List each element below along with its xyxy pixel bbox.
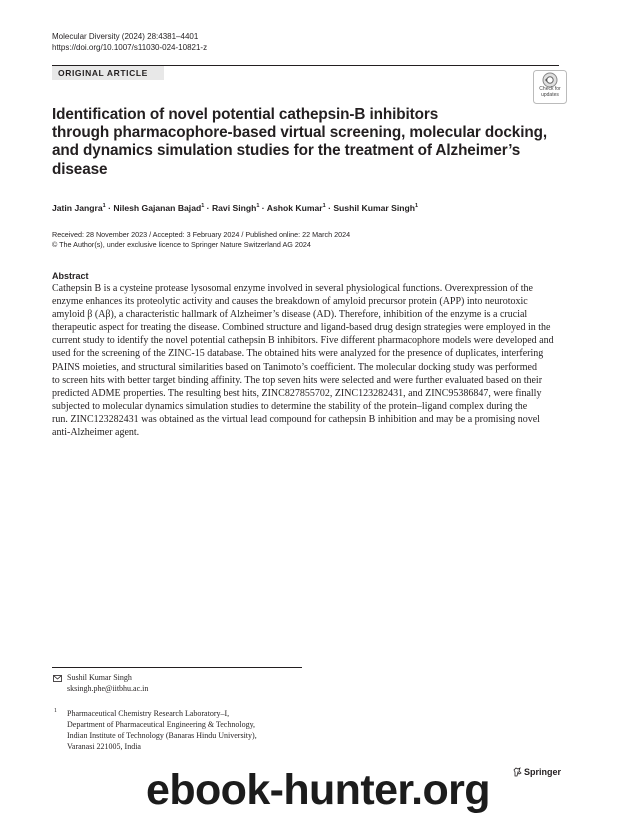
abstract-body — [52, 282, 567, 439]
affiliation-line: Pharmaceutical Chemistry Research Laboratory–I, — [67, 709, 230, 718]
abstract-line: enzyme enhances its proteolytic activity and causes the breakdown of amyloid precursor protein (APP) into neurotoxic — [52, 296, 528, 308]
publisher-logo-text: Springer — [524, 767, 562, 777]
journal-citation: Molecular Diversity (2024) 28:4381–4401 — [52, 32, 199, 41]
corresponding-author — [67, 673, 148, 695]
affiliation-line: Department of Pharmaceutical Engineering & Technology, — [67, 719, 256, 729]
author-name[interactable]: Ravi Singh — [211, 203, 257, 213]
abstract-line: current study to identify the novel potential cathepsin B inhibitors. Five different pharmacophore models were developed and — [52, 335, 554, 347]
publication-dates — [52, 230, 350, 250]
affiliation-number: 1 — [54, 708, 57, 714]
watermark-text: ebook-hunter.org — [146, 766, 490, 814]
abstract-line: anti-Alzheimer agent. — [52, 427, 140, 439]
corresponding-author-email[interactable]: sksingh.phe@iitbhu.ac.in — [67, 683, 149, 693]
title-line: disease — [52, 160, 108, 178]
abstract-heading: Abstract — [52, 271, 89, 281]
affiliation-line: Indian Institute of Technology (Banaras Hindu University), — [67, 730, 257, 740]
author-name[interactable]: Ashok Kumar — [266, 203, 323, 213]
abstract-line: subjected to molecular dynamics simulation studies to determine the stability of the protein–ligand complex during the — [52, 400, 528, 412]
author-name[interactable]: Sushil Kumar Singh — [333, 203, 415, 213]
publication-history: Received: 28 November 2023 / Accepted: 3 February 2024 / Published online: 22 March 2024 — [52, 230, 351, 239]
affiliation-line: Varanasi 221005, India — [67, 741, 141, 751]
abstract-line: PAINS moieties, and structural similarities based on Tanimoto’s coefficient. The molecular docking study was performed — [52, 361, 537, 373]
article-type-bar — [52, 65, 559, 81]
journal-header — [52, 32, 207, 53]
abstract-line: run. ZINC123282431 was obtained as the virtual lead compound for cathepsin B inhibition and may be a promising novel — [52, 413, 540, 425]
title-line: and dynamics simulation studies for the treatment of Alzheimer’s — [52, 142, 521, 160]
abstract-line: predicted ADME properties. The resulting best hits, ZINC827855702, ZINC123282431, and ZINC95386847, were finally — [52, 387, 542, 399]
author-affiliation-marker: 1 — [102, 203, 106, 210]
abstract-line: therapeutic aspect for treating the disease. Combined structure and ligand-based drug design strategies were employed in the — [52, 322, 551, 334]
envelope-icon — [53, 675, 62, 682]
affiliation — [67, 709, 257, 753]
author-list: Jatin Jangra$^1$ · Nilesh Gajanan Bajad$^1$ · Ravi Singh$^1$ · Ashok Kumar$^1$ · Sushil Kumar Singh$^1$ — [52, 203, 419, 213]
doi-link[interactable]: https://doi.org/10.1007/s11030-024-10821-z — [52, 42, 208, 52]
abstract-line: amyloid β (Aβ), a characteristic hallmark of Alzheimer’s disease (AD). Therefore, inhibition of the enzyme is a crucial — [52, 309, 528, 321]
abstract-line: Cathepsin B is a cysteine protease lysosomal enzyme involved in several physiological functions. Overexpression of the — [52, 283, 533, 294]
check-for-updates-label: Check for updates — [539, 86, 561, 98]
copyright-notice: © The Author(s), under exclusive licence to Springer Nature Switzerland AG 2024 — [52, 240, 311, 249]
title-line: Identification of novel potential cathepsin-B inhibitors — [52, 106, 439, 123]
author-affiliation-marker: 1 — [322, 203, 326, 210]
article-type-label: ORIGINAL ARTICLE — [52, 66, 164, 80]
corresponding-author-name: Sushil Kumar Singh — [67, 673, 132, 682]
author-affiliation-marker: 1 — [414, 203, 419, 210]
author-affiliation-marker: 1 — [256, 203, 260, 210]
author-name[interactable]: Nilesh Gajanan Bajad — [113, 203, 202, 213]
author-name[interactable]: Jatin Jangra — [52, 203, 103, 213]
footnote-divider — [52, 667, 302, 668]
springer-horse-icon — [513, 767, 522, 777]
author-affiliation-marker: 1 — [201, 203, 205, 210]
article-title — [52, 106, 552, 179]
abstract-line: used for the screening of the ZINC-15 database. The obtained hits were analyzed for the presence of duplicates, interfering — [52, 348, 544, 360]
title-line: through pharmacophore-based virtual screening, molecular docking, — [52, 124, 547, 142]
abstract-line: to screen hits with better target binding affinity. The top seven hits were selected and were further evaluated based on their — [52, 374, 543, 386]
